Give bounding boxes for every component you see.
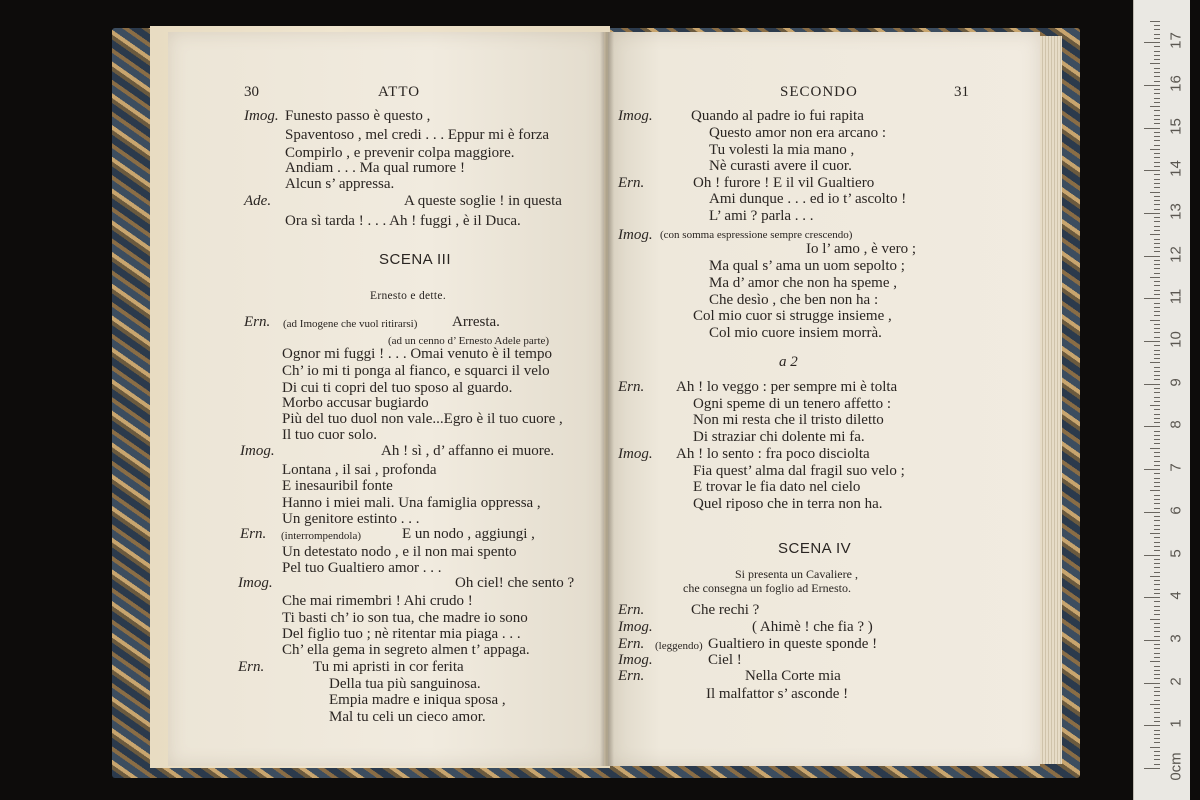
ruler-tick (1150, 747, 1160, 748)
ruler-tick (1154, 136, 1160, 137)
verse-line: Un detestato nodo , e il non mai spento (282, 544, 517, 560)
ruler-tick (1154, 730, 1160, 731)
ruler-tick (1154, 431, 1160, 432)
ruler-tick (1154, 678, 1160, 679)
ruler-tick (1154, 110, 1160, 111)
ruler-tick (1154, 157, 1160, 158)
ruler-tick (1154, 495, 1160, 496)
verse-line: Il tuo cuor solo. (282, 427, 377, 443)
verse-line: E trovar le fia dato nel cielo (693, 479, 861, 495)
right-page-number: 31 (954, 84, 969, 100)
book-gutter (600, 32, 614, 766)
ruler-tick (1154, 700, 1160, 701)
verse-line: Compirlo , e prevenir colpa maggiore. (285, 145, 515, 161)
ruler-tick (1154, 610, 1160, 611)
speaker: Imog. (238, 575, 273, 591)
ruler-tick (1154, 315, 1160, 316)
ruler-tick (1154, 755, 1160, 756)
ruler-tick (1154, 631, 1160, 632)
verse-line: Ch’ ella gema in segreto almen t’ appaga. (282, 642, 530, 658)
ruler-tick (1144, 555, 1160, 556)
ruler-tick (1144, 42, 1160, 43)
verse-line: Non mi resta che il tristo diletto (693, 412, 884, 428)
ruler-tick (1154, 392, 1160, 393)
ruler-label: 11 (1167, 289, 1185, 305)
ruler-tick (1154, 546, 1160, 547)
verse-line: Ah ! sì , d’ affanno ei muore. (381, 443, 555, 459)
verse-line: Ogni speme di un tenero affetto : (693, 396, 892, 412)
ruler-tick (1150, 533, 1160, 534)
ruler-label: 15 (1167, 117, 1185, 135)
verse-line: Di straziar chi dolente mi fa. (693, 429, 865, 445)
ruler-tick (1154, 584, 1160, 585)
scene-description: Si presenta un Cavaliere , (735, 567, 858, 581)
verse-line: Che rechi ? (691, 602, 760, 618)
speaker: Imog. (618, 619, 653, 635)
ruler-tick (1154, 324, 1160, 325)
stage-direction: (leggendo) (655, 640, 703, 652)
verse-line: Empia madre e iniqua sposa , (329, 692, 506, 708)
stage-direction: (ad un cenno d’ Ernesto Adele parte) (388, 335, 550, 347)
ruler-tick (1154, 281, 1160, 282)
ruler-tick (1154, 371, 1160, 372)
ruler-tick (1144, 128, 1160, 129)
ruler-tick (1150, 619, 1160, 620)
verse-line: L’ ami ? parla . . . (709, 208, 814, 224)
ruler-tick (1154, 648, 1160, 649)
measuring-ruler (1133, 0, 1190, 800)
ruler-tick (1154, 674, 1160, 675)
ruler-tick (1154, 332, 1160, 333)
ruler-tick (1154, 593, 1160, 594)
ruler-tick (1154, 388, 1160, 389)
ruler-tick (1154, 691, 1160, 692)
verse-line: Col mio cuore insiem morrà. (709, 325, 882, 341)
ruler-tick (1154, 260, 1160, 261)
ruler-tick (1154, 589, 1160, 590)
scene-title: SCENA III (379, 251, 452, 268)
ruler-tick (1154, 179, 1160, 180)
ruler-tick (1154, 614, 1160, 615)
ruler-tick (1154, 221, 1160, 222)
ruler-tick (1154, 465, 1160, 466)
ruler-tick (1154, 550, 1160, 551)
ruler-tick (1150, 21, 1160, 22)
ruler-tick (1154, 418, 1160, 419)
verse-line: Un genitore estinto . . . (282, 511, 420, 527)
verse-line: Il malfattor s’ asconde ! (706, 686, 849, 702)
ruler-tick (1154, 486, 1160, 487)
ruler-tick (1154, 520, 1160, 521)
ruler-tick (1154, 473, 1160, 474)
verse-line: Lontana , il sai , profonda (282, 462, 437, 478)
ruler-tick (1154, 204, 1160, 205)
speaker: Ern. (618, 668, 645, 684)
speaker: Ern. (618, 175, 645, 191)
ruler-tick (1144, 341, 1160, 342)
ruler-tick (1154, 627, 1160, 628)
verse-line: Mal tu celi un cieco amor. (329, 709, 486, 725)
ruler-tick (1154, 687, 1160, 688)
ruler-tick (1144, 512, 1160, 513)
verse-line: E inesauribil fonte (282, 478, 393, 494)
ruler-tick (1144, 85, 1160, 86)
verse-line: Ah ! lo veggo : per sempre mi è tolta (676, 379, 898, 395)
speaker: Ern. (618, 379, 645, 395)
ruler-tick (1154, 247, 1160, 248)
ruler-tick (1154, 367, 1160, 368)
scene-title: SCENA IV (778, 540, 852, 557)
scene-description: che consegna un foglio ad Ernesto. (683, 581, 851, 595)
ruler-tick (1150, 320, 1160, 321)
stage-direction: (interrompendola) (281, 530, 362, 542)
ruler-tick (1154, 751, 1160, 752)
ruler-label: 6 (1167, 506, 1185, 515)
ruler-label: 12 (1167, 245, 1185, 263)
ruler-tick (1154, 285, 1160, 286)
speaker: Imog. (618, 446, 653, 462)
verse-line: Ora sì tarda ! . . . Ah ! fuggi , è il Duca. (285, 213, 521, 229)
ruler-tick (1144, 384, 1160, 385)
ruler-tick (1154, 358, 1160, 359)
ruler-tick (1154, 311, 1160, 312)
ruler-tick (1154, 93, 1160, 94)
ruler-tick (1154, 337, 1160, 338)
ruler-tick (1154, 98, 1160, 99)
verse-line: Alcun s’ appressa. (285, 176, 395, 192)
ruler-tick (1154, 738, 1160, 739)
ruler-tick (1144, 170, 1160, 171)
ruler-tick (1154, 636, 1160, 637)
speaker: Imog. (618, 108, 653, 124)
verse-line: Io l’ amo , è vero ; (806, 241, 917, 257)
verse-line: Nella Corte mia (745, 668, 841, 684)
ruler-tick (1154, 695, 1160, 696)
ruler-tick (1154, 162, 1160, 163)
ruler-label: 5 (1167, 548, 1185, 558)
ruler-tick (1154, 572, 1160, 573)
ruler-tick (1154, 68, 1160, 69)
ruler-tick (1154, 354, 1160, 355)
right-running-head: SECONDO (780, 84, 858, 100)
ruler-tick (1154, 414, 1160, 415)
ruler-tick (1150, 576, 1160, 577)
ruler-label: 14 (1167, 160, 1185, 178)
ruler-label: 2 (1167, 676, 1185, 686)
ruler-tick (1154, 717, 1160, 718)
ruler-tick (1154, 670, 1160, 671)
ruler-tick (1154, 81, 1160, 82)
ruler-tick (1154, 239, 1160, 240)
ruler-label: 17 (1167, 32, 1185, 49)
ruler-tick (1154, 708, 1160, 709)
stage-direction: (ad Imogene che vuol ritirarsi) (283, 318, 418, 330)
speaker: Imog. (618, 652, 653, 668)
ruler-label: 16 (1167, 74, 1185, 92)
verse-line: Col mio cuor si strugge insieme , (693, 308, 892, 324)
ruler-tick (1144, 725, 1160, 726)
ruler-tick (1154, 345, 1160, 346)
ruler-tick (1154, 290, 1160, 291)
ruler-tick (1154, 508, 1160, 509)
ruler-tick (1154, 516, 1160, 517)
ruler-tick (1154, 529, 1160, 530)
speaker: Ern. (240, 526, 267, 542)
ruler-tick (1154, 606, 1160, 607)
ruler-tick (1150, 490, 1160, 491)
verse-line: Andiam . . . Ma qual rumore ! (285, 160, 465, 176)
ruler-label: 9 (1167, 378, 1185, 387)
verse-line: Ma qual s’ ama un uom sepolto ; (709, 258, 905, 274)
ruler-label: 3 (1167, 634, 1185, 643)
ruler-tick (1154, 742, 1160, 743)
verse-line: Funesto passo è questo , (285, 108, 431, 124)
ruler-tick (1154, 29, 1160, 30)
stage-direction: (con somma espressione sempre crescendo) (660, 229, 853, 241)
ruler-tick (1154, 721, 1160, 722)
ruler-tick (1154, 401, 1160, 402)
verse-line: Ognor mi fuggi ! . . . Omai venuto è il tempo (282, 346, 552, 362)
ruler-tick (1154, 764, 1160, 765)
ruler-tick (1154, 328, 1160, 329)
speaker: Ern. (244, 314, 271, 330)
ruler-tick (1154, 499, 1160, 500)
ruler-tick (1154, 563, 1160, 564)
speaker: Imog. (240, 443, 275, 459)
ruler-tick (1144, 256, 1160, 257)
ruler-tick (1154, 439, 1160, 440)
ruler-tick (1154, 55, 1160, 56)
ruler-label: 10 (1167, 331, 1185, 348)
ruler-tick (1150, 63, 1160, 64)
ruler-tick (1154, 268, 1160, 269)
verse-line: Ami dunque . . . ed io t’ ascolto ! (709, 191, 907, 207)
ruler-tick (1154, 34, 1160, 35)
ruler-tick (1154, 230, 1160, 231)
verse-line: Più del tuo duol non vale...Egro è il tuo cuore , (282, 411, 563, 427)
ruler-tick (1154, 166, 1160, 167)
speaker: Imog. (618, 227, 653, 243)
ruler-label: 0cm (1167, 752, 1185, 781)
ruler-label: 13 (1167, 203, 1185, 220)
ruler-tick (1154, 644, 1160, 645)
ruler-tick (1154, 653, 1160, 654)
verse-line: ( Ahimè ! che fia ? ) (752, 619, 873, 635)
ruler-tick (1154, 273, 1160, 274)
ruler-tick (1154, 196, 1160, 197)
verse-line: Oh ! furore ! E il vil Gualtiero (693, 175, 875, 191)
right-page-edges (1040, 36, 1062, 764)
verse-line: Ma d’ amor che non ha speme , (709, 275, 897, 291)
verse-line: E un nodo , aggiungi , (402, 526, 535, 542)
ruler-tick (1154, 183, 1160, 184)
ruler-tick (1144, 298, 1160, 299)
verse-line: Tu volesti la mia mano , (709, 142, 855, 158)
ruler-label: 4 (1167, 591, 1185, 600)
a-due-marker: a 2 (779, 354, 798, 370)
ruler-tick (1150, 149, 1160, 150)
verse-line: Hanno i miei mali. Una famiglia oppressa , (282, 495, 541, 511)
verse-line: Di cui ti copri del tuo sposo al guardo. (282, 380, 513, 396)
ruler-tick (1154, 759, 1160, 760)
ruler-tick (1154, 102, 1160, 103)
ruler-tick (1154, 25, 1160, 26)
ruler-tick (1154, 567, 1160, 568)
ruler-tick (1154, 72, 1160, 73)
ruler-tick (1154, 59, 1160, 60)
verse-line: Fia quest’ alma dal fragil suo velo ; (693, 463, 905, 479)
ruler-tick (1154, 200, 1160, 201)
verse-line: A queste soglie ! in questa (404, 193, 562, 209)
ruler-tick (1154, 51, 1160, 52)
verse-line: Quel riposo che in terra non ha. (693, 496, 883, 512)
ruler-tick (1154, 174, 1160, 175)
ruler-tick (1154, 303, 1160, 304)
ruler-tick (1150, 704, 1160, 705)
ruler-tick (1150, 277, 1160, 278)
speaker: Ern. (618, 636, 645, 652)
ruler-tick (1154, 409, 1160, 410)
ruler-tick (1154, 461, 1160, 462)
ruler-tick (1150, 106, 1160, 107)
ruler-label: 7 (1167, 463, 1185, 472)
verse-line: Pel tuo Gualtiero amor . . . (282, 560, 442, 576)
ruler-tick (1154, 666, 1160, 667)
verse-line: Ah ! lo sento : fra poco disciolta (676, 446, 870, 462)
ruler-tick (1154, 482, 1160, 483)
ruler-tick (1150, 448, 1160, 449)
ruler-tick (1144, 640, 1160, 641)
verse-line: Del figlio tuo ; nè ritentar mia piaga . . . (282, 626, 521, 642)
ruler-tick (1154, 123, 1160, 124)
ruler-tick (1144, 213, 1160, 214)
verse-line: Morbo accusar bugiardo (282, 395, 429, 411)
verse-line: Spaventoso , mel credi . . . Eppur mi è forza (285, 127, 550, 143)
ruler-tick (1154, 119, 1160, 120)
verse-line: Che desìo , che ben non ha : (709, 292, 879, 308)
ruler-tick (1154, 38, 1160, 39)
speaker: Imog. (244, 108, 279, 124)
ruler-tick (1154, 115, 1160, 116)
ruler-tick (1154, 542, 1160, 543)
verse-line: Nè curasti avere il cuor. (709, 158, 852, 174)
ruler-tick (1154, 503, 1160, 504)
ruler-tick (1154, 537, 1160, 538)
ruler-tick (1154, 443, 1160, 444)
verse-line: Quando al padre io fui rapita (691, 108, 864, 124)
ruler-tick (1144, 597, 1160, 598)
ruler-tick (1154, 226, 1160, 227)
ruler-tick (1150, 362, 1160, 363)
ruler-tick (1154, 525, 1160, 526)
ruler-tick (1154, 452, 1160, 453)
ruler-tick (1154, 623, 1160, 624)
ruler-tick (1154, 580, 1160, 581)
ruler-tick (1144, 426, 1160, 427)
ruler-tick (1154, 243, 1160, 244)
ruler-tick (1154, 153, 1160, 154)
ruler-tick (1154, 657, 1160, 658)
verse-line: Ti basti ch’ io son tua, che madre io sono (282, 610, 528, 626)
ruler-label: 1 (1167, 719, 1185, 728)
ruler-tick (1154, 251, 1160, 252)
ruler-tick (1154, 145, 1160, 146)
ruler-tick (1154, 375, 1160, 376)
ruler-tick (1154, 132, 1160, 133)
ruler-tick (1154, 422, 1160, 423)
verse-line: Oh ciel! che sento ? (455, 575, 575, 591)
ruler-tick (1154, 601, 1160, 602)
verse-line: Questo amor non era arcano : (709, 125, 887, 141)
ruler-tick (1154, 217, 1160, 218)
ruler-tick (1154, 435, 1160, 436)
ruler-tick (1144, 768, 1160, 769)
verse-line: Della tua più sanguinosa. (329, 676, 481, 692)
verse-line: Arresta. (452, 314, 500, 330)
ruler-tick (1150, 405, 1160, 406)
left-running-head: ATTO (378, 84, 421, 100)
speaker: Ade. (244, 193, 272, 209)
left-page-number: 30 (244, 84, 259, 100)
ruler-tick (1144, 469, 1160, 470)
ruler-tick (1154, 478, 1160, 479)
ruler-tick (1154, 209, 1160, 210)
scene-cast: Ernesto e dette. (370, 290, 447, 302)
verse-line: Che mai rimembri ! Ahi crudo ! (282, 593, 473, 609)
ruler-tick (1154, 379, 1160, 380)
ruler-tick (1154, 712, 1160, 713)
ruler-tick (1154, 307, 1160, 308)
ruler-tick (1144, 683, 1160, 684)
ruler-tick (1154, 46, 1160, 47)
ruler-tick (1150, 234, 1160, 235)
ruler-tick (1154, 559, 1160, 560)
ruler-tick (1154, 89, 1160, 90)
ruler-tick (1154, 294, 1160, 295)
speaker: Ern. (238, 659, 265, 675)
ruler-tick (1154, 76, 1160, 77)
ruler-tick (1154, 350, 1160, 351)
ruler-tick (1154, 734, 1160, 735)
verse-line: Gualtiero in queste sponde ! (708, 636, 878, 652)
ruler-tick (1154, 456, 1160, 457)
ruler-tick (1154, 397, 1160, 398)
ruler-tick (1154, 187, 1160, 188)
verse-line: Tu mi apristi in cor ferita (313, 659, 464, 675)
speaker: Ern. (618, 602, 645, 618)
ruler-tick (1150, 192, 1160, 193)
ruler-tick (1154, 264, 1160, 265)
ruler-label: 8 (1167, 420, 1185, 430)
verse-line: Ciel ! (708, 652, 742, 668)
ruler-tick (1150, 661, 1160, 662)
verse-line: Ch’ io mi ti ponga al fianco, e squarci il velo (282, 363, 550, 379)
ruler-tick (1154, 140, 1160, 141)
